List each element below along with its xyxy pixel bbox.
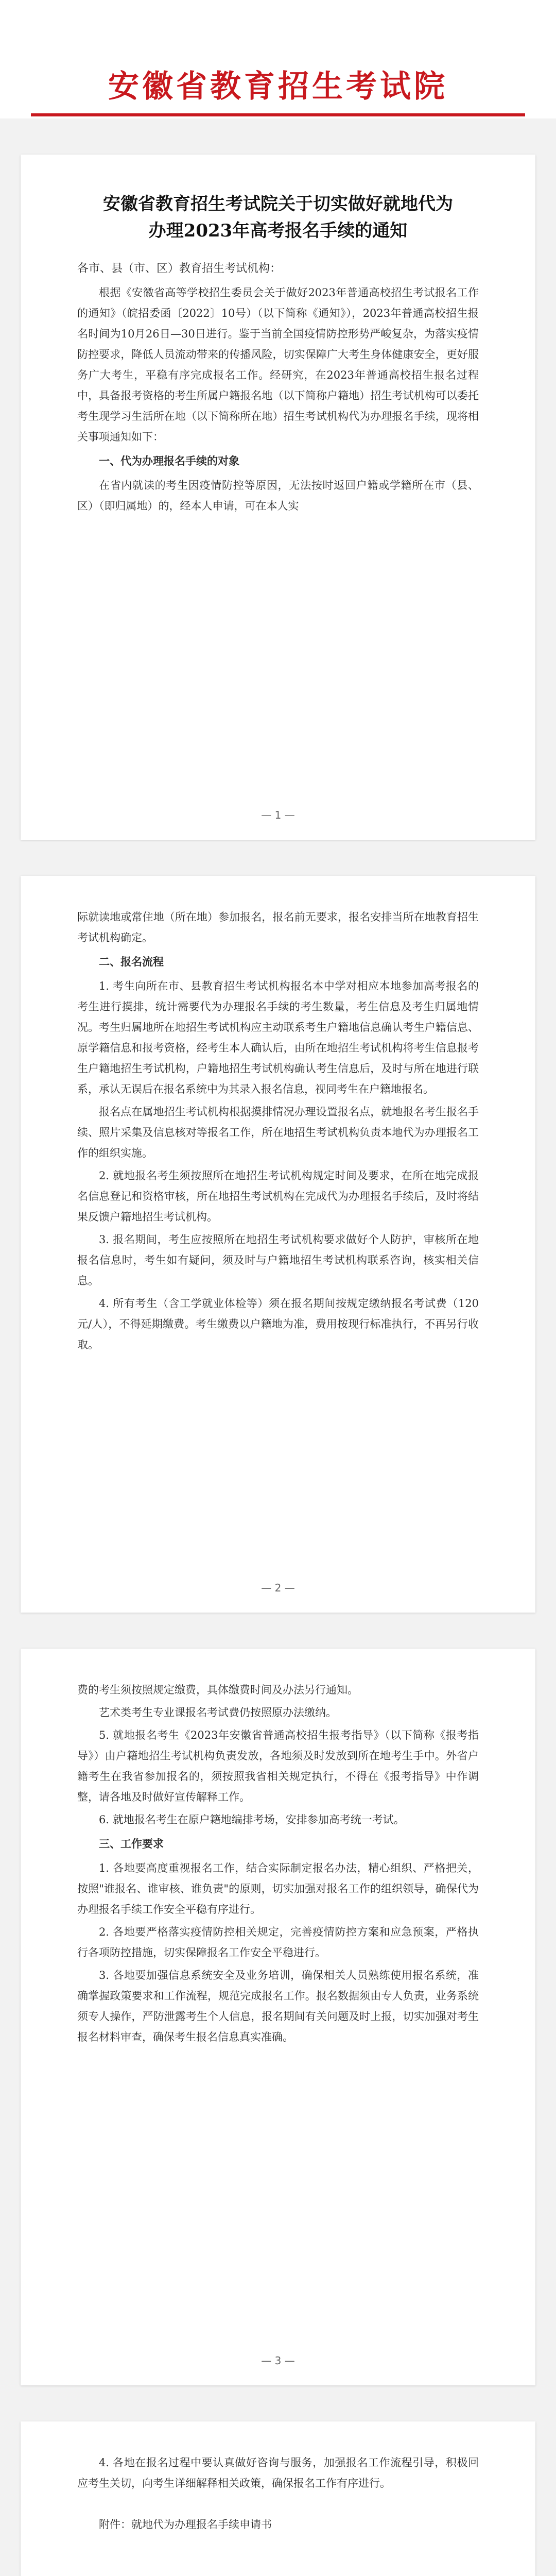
paragraph: 3. 报名期间，考生应按照所在地招生考试机构要求做好个人防护，审核所在地报名信息时，考生如有疑问，须及时与户籍地招生考试机构联系咨询，核实相关信息。 xyxy=(77,1233,479,1287)
salutation: 各市、县（市、区）教育招生考试机构： xyxy=(77,262,282,275)
paragraph: 1. 考生向所在市、县教育招生考试机构报名本中学对相应本地参加高考报名的考生进行摸排，统计需要代为办理报名手续的考生数量，考生信息及考生归属地情况。考生归属地所在地招生考试机构应主动联系考生户籍地信息确认考生户籍信息、原学籍信息和报考资格，经考生本人确认后，由所在地招生考试机构将考生信息报考生户籍地招生考试机构，户籍地招生考试机构确认考生信息后，及时与所在地进行联系，承认无误后在报名系统中为其录入报名信息，视同考生在户籍地报名。 xyxy=(77,980,479,1095)
paragraph: 4. 各地在报名过程中要认真做好咨询与服务，加强报名工作流程引导，积极回应考生关切，向考生详细解释相关政策，确保报名工作有序进行。 xyxy=(77,2456,479,2489)
site-banner xyxy=(0,0,556,118)
section-heading-1: 一、代为办理报名手续的对象 xyxy=(99,455,239,467)
paragraph: 5. 就地报名考生《2023年安徽省普通高校招生报考指导》（以下简称《报考指导》）由户籍地招生考试机构负责发放，各地须及时发放到所在地考生手中。外省户籍考生在我省参加报名的，须按照我省相关规定执行，不得在《报考指导》中作调整，请各地及时做好宣传解释工作。 xyxy=(77,1729,479,1803)
paragraph: 报名点在属地招生考试机构根据摸排情况办理设置报名点，就地报名考生报名手续、照片采集及信息核对等报名工作，所在地招生考试机构负责本地代为办理报名工作的组织实施。 xyxy=(77,1106,479,1159)
banner-title: 安徽省教育招生考试院 xyxy=(108,69,448,105)
section-heading-3: 三、工作要求 xyxy=(99,1838,164,1850)
page-number: — 1 — xyxy=(261,809,295,821)
intro-paragraph: 根据《安徽省高等学校招生委员会关于做好2023年普通高校招生考试报名工作的通知》（皖招委函〔2022〕10号）（以下简称《通知》），2023年普通高校招生报名时间为10月26日—30日进行。鉴于当前全国疫情防控形势严峻复杂，为落实疫情防控要求，降低人员流动带来的传播风险，切实保障广大考生身体健康安全，更好服务广大考生，平稳有序完成报名工作。经研究，在2023年普通高校招生报名过程中，具备报考资格的考生所属户籍报名地（以下简称户籍地）招生考试机构可以委托考生现学习生活所在地（以下简称所在地）招生考试机构代为办理报名手续，现将相关事项通知如下： xyxy=(77,286,479,443)
paragraph: 艺术类考生专业课报名考试费仍按照原办法缴纳。 xyxy=(99,1706,337,1719)
paragraph: 际就读地或常住地（所在地）参加报名，报名前无要求，报名安排当所在地教育招生考试机构确定。 xyxy=(77,911,479,944)
attachment-note: 附件：就地代为办理报名手续申请书 xyxy=(99,2518,272,2531)
paragraph: 2. 就地报名考生须按照所在地招生考试机构规定时间及要求，在所在地完成报名信息登记和资格审核，所在地招生考试机构在完成代为办理报名手续后，及时将结果反馈户籍地招生考试机构。 xyxy=(77,1170,479,1223)
paragraph: 3. 各地要加强信息系统安全及业务培训，确保相关人员熟练使用报名系统，准确掌握政策要求和工作流程，规范完成报名工作。报名数据须由专人负责，业务系统须专人操作，严防泄露考生个人信息，报名期间有关问题及时上报，切实加强对考生报名材料审查，确保考生报名信息真实准确。 xyxy=(77,1969,479,2043)
document-page-3 xyxy=(21,1649,535,2385)
paragraph: 4. 所有考生（含工学就业体检等）须在报名期间按规定缴纳报名考试费（120元/人），不得延期缴费。考生缴费以户籍地为准，费用按现行标准执行，不再另行收取。 xyxy=(77,1297,479,1351)
document-title-line2: 办理2023年高考报名手续的通知 xyxy=(148,221,408,241)
banner-divider xyxy=(31,113,525,116)
document-page-2 xyxy=(21,876,535,1613)
section-heading-2: 二、报名流程 xyxy=(99,956,164,968)
paragraph: 1. 各地要高度重视报名工作，结合实际制定报名办法，精心组织、严格把关，按照"谁报名、谁审核、谁负责"的原则，切实加强对报名工作的组织领导，确保代为办理报名手续工作安全平稳有序进行。 xyxy=(77,1862,479,1916)
paragraph: 6. 就地报名考生在原户籍地编排考场，安排参加高考统一考试。 xyxy=(99,1814,405,1826)
paragraph: 在省内就读的考生因疫情防控等原因，无法按时返回户籍或学籍所在市（县、区）（即归属地）的，经本人申请，可在本人实 xyxy=(77,479,479,512)
paragraph: 2. 各地要严格落实疫情防控相关规定，完善疫情防控方案和应急预案，严格执行各项防控措施，切实保障报名工作安全平稳进行。 xyxy=(77,1926,479,1959)
document-page-4 xyxy=(21,2421,535,2576)
page-number: — 2 — xyxy=(261,1582,295,1594)
document-page-1 xyxy=(21,155,535,840)
document-title-line1: 安徽省教育招生考试院关于切实做好就地代为 xyxy=(103,194,453,214)
paragraph: 费的考生须按照规定缴费，具体缴费时间及办法另行通知。 xyxy=(77,1684,358,1696)
page-number: — 3 — xyxy=(261,2354,295,2367)
